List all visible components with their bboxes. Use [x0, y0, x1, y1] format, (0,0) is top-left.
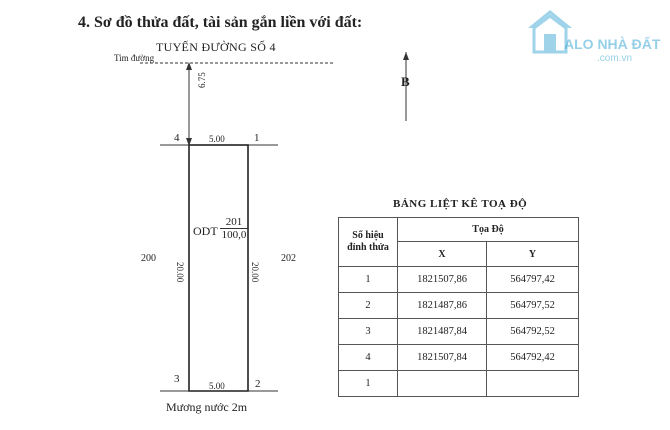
cell-x: 1821507,86 [398, 267, 487, 293]
bottom-boundary-label: Mương nước 2m [166, 400, 248, 414]
cell-y: 564792,42 [487, 345, 579, 371]
watermark-brand: ALO NHÀ ĐẤT [564, 36, 661, 52]
lot-number: 201 [220, 216, 248, 229]
header-point-id: Số hiệu đỉnh thửa [339, 218, 398, 267]
setback-dimension: 6.75 [197, 72, 207, 88]
coordinate-table-title: BẢNG LIỆT KÊ TOẠ ĐỘ [393, 198, 528, 210]
header-coordinates: Tọa Độ [398, 218, 579, 242]
cell-y: 564797,52 [487, 293, 579, 319]
road-centerline-label: Tim đường [114, 53, 155, 63]
cell-y: 564797,42 [487, 267, 579, 293]
lot-land-use-code: ODT [193, 224, 218, 238]
coordinate-table [338, 217, 579, 397]
lot-number-area [220, 216, 248, 241]
lot-area: 100,0 [221, 229, 247, 241]
cell-point-id: 3 [339, 319, 398, 345]
cell-x: 1821487,86 [398, 293, 487, 319]
table-row [339, 371, 579, 397]
header-y: Y [487, 242, 579, 267]
north-label: B [401, 74, 410, 89]
street-name: TUYẾN ĐƯỜNG SỐ 4 [156, 40, 276, 54]
edge-length-bottom: 5.00 [209, 381, 225, 391]
north-arrow-icon [403, 52, 409, 60]
vertex-label-3: 3 [174, 373, 180, 385]
table-row [339, 345, 579, 371]
table-row [339, 267, 579, 293]
neighbor-lot-right: 202 [281, 253, 296, 264]
edge-length-top: 5.00 [209, 134, 225, 144]
edge-length-right: 20.00 [250, 262, 260, 283]
table-row [339, 293, 579, 319]
cell-point-id: 1 [339, 267, 398, 293]
header-x: X [398, 242, 487, 267]
cell-point-id: 2 [339, 293, 398, 319]
vertex-label-2: 2 [255, 378, 261, 390]
cell-point-id: 1 [339, 371, 398, 397]
cell-x [398, 371, 487, 397]
watermark-domain: .com.vn [597, 53, 633, 64]
cell-point-id: 4 [339, 345, 398, 371]
vertex-label-1: 1 [254, 132, 260, 144]
edge-length-left: 20.00 [175, 262, 185, 283]
neighbor-lot-left: 200 [141, 253, 156, 264]
lot-boundary [189, 145, 248, 391]
cell-y: 564792,52 [487, 319, 579, 345]
table-row [339, 319, 579, 345]
cell-y [487, 371, 579, 397]
cell-x: 1821487,84 [398, 319, 487, 345]
section-title: 4. Sơ đồ thửa đất, tài sản gắn liền với đất: [78, 14, 363, 31]
vertex-label-4: 4 [174, 132, 180, 144]
cell-x: 1821507,84 [398, 345, 487, 371]
